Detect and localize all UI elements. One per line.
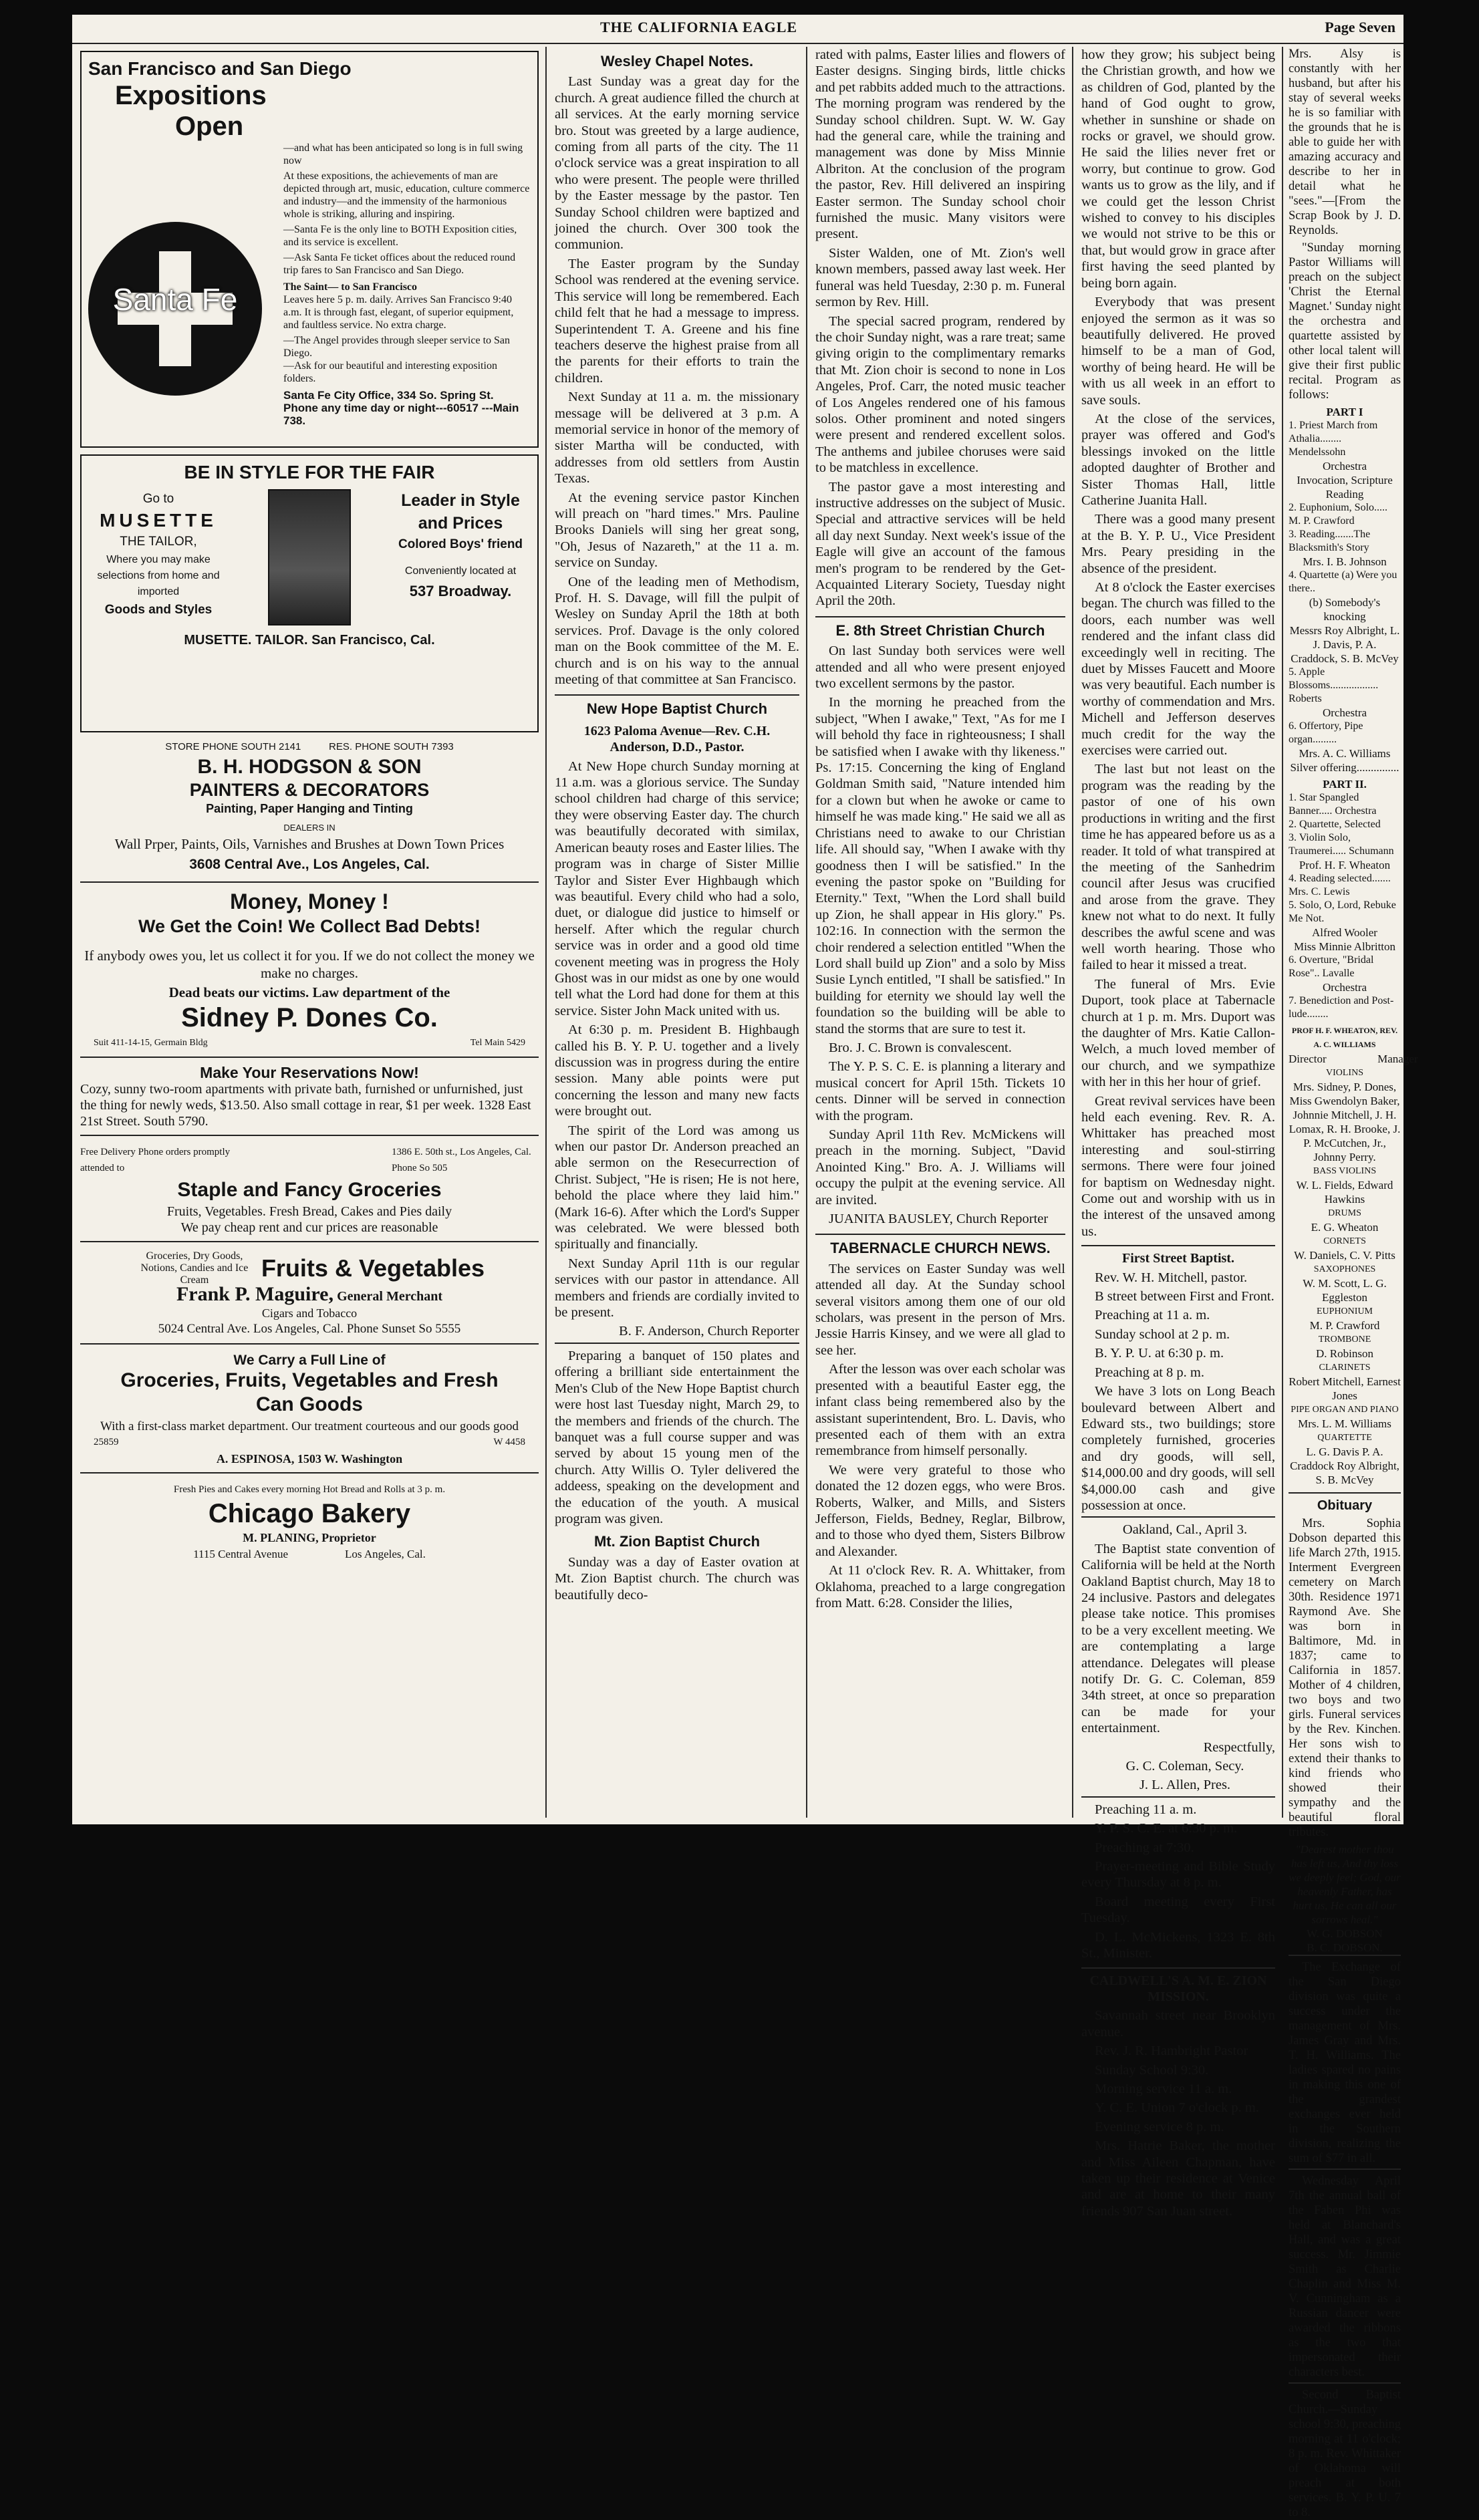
program-part1: PART I bbox=[1326, 406, 1363, 418]
paragraph: Preparing a banquet of 150 plates and offering a brilliant side entertainment the Men's Club of the New Hope Baptist church were host last Tuesday night, March 29, to the members and friends of the church. The banquet was a full course supper and was served by about 15 young men of the church. Atty Willis O. Tyler delivered the addeess, speaking on the development and the education of the youth. A musical program was given. bbox=[555, 1343, 799, 1527]
sax-list: W. M. Scott, L. G. Eggleston bbox=[1303, 1277, 1387, 1304]
paragraph: At New Hope church Sunday morning at 11 a.m. was a glorious service. The Sunday school children had charge of this service; they were observing Easter day. The church was beautifully decorated with similax, American beauty roses and Easter lilies. The program was in charge of Sister Millie Taylor and Sister Ever Highbaugh which was beautiful. Every child who had a solo, duet, or dialogue did justice to himself or herself. After which the regular church service was in order and a good old time covenent meeting was in progress the Holy Ghost was in our midst as one by one would tell what the Lord had done for them at this service. Sister John Mack united with us. bbox=[555, 758, 799, 1018]
dones-body: If anybody owes you, let us collect it for you. If we do not collect the money we make no charges. bbox=[84, 947, 535, 981]
pastor-line: Rev. W. H. Mitchell, pastor. bbox=[1095, 1270, 1248, 1285]
expo-angel: —The Angel provides through sleeper service to San Diego. bbox=[283, 335, 511, 359]
paragraph: On last Sunday both services were well attended and all who were present enjoyed two excellent sermons by the pastor. bbox=[815, 644, 1065, 692]
closing: Respectfully, bbox=[1203, 1739, 1275, 1755]
hodgson-trade: PAINTERS & DECORATORS bbox=[189, 780, 430, 801]
dones-suit: Suit 411-14-15, Germain Bldg bbox=[94, 1038, 208, 1048]
news-column-3 bbox=[810, 47, 1071, 1818]
staple-title: Staple and Fancy Groceries bbox=[177, 1178, 442, 1201]
page-header bbox=[72, 15, 1403, 44]
program-item: 4. Quartette (a) Were you there.. bbox=[1289, 569, 1397, 594]
paragraph: "Sunday morning Pastor Williams will preach on the subject 'Christ the Eternal Magnet.' Sunday night the orchestra and quartette assisted by other local talent will give their first public recital. Program as follows: bbox=[1289, 241, 1401, 402]
schedule-line: Sunday School 9:30. bbox=[1095, 2062, 1209, 2078]
dones-tel: Tel Main 5429 bbox=[470, 1038, 525, 1048]
trombone-list: D. Robinson bbox=[1316, 1347, 1373, 1360]
musette-located: Conveniently located at bbox=[404, 565, 517, 577]
directors: PROF H. F. WHEATON, REV. A. C. WILLIAMS bbox=[1291, 1026, 1398, 1049]
paragraph: The Easter program by the Sunday School was rendered at the evening service. This service will long be remembered. Each child felt that he had a message to impress. Superintendent T. A. Greene and his fine teachers deserve the highest praise from all the parents for their efforts to train the children. bbox=[555, 256, 799, 386]
paragraph: There was a good many present at the B. Y. P. U., Vice President Mrs. Peary presiding in the absence of the president. bbox=[1081, 512, 1275, 576]
musette-footer: MUSETTE. TAILOR. San Francisco, Cal. bbox=[184, 633, 435, 648]
quartette-list: L. G. Davis P. A. Craddock Roy Albright, S. B. McVey bbox=[1290, 1445, 1399, 1486]
column-rule bbox=[1282, 47, 1283, 1818]
section-bass: BASS VIOLINS bbox=[1313, 1166, 1377, 1176]
schedule-line: B. Y. P. U. at 6:30 p. m. bbox=[1095, 1346, 1224, 1361]
schedule-line: Morning service 11 a. m. bbox=[1095, 2081, 1232, 2096]
espinosa-title: Groceries, Fruits, Vegetables and Fresh Can Goods bbox=[120, 1369, 499, 1416]
paragraph: The special sacred program, rendered by the choir Sunday night, was a rare treat; same giving origin to the complimentary remarks that Mt. Zion choir is second to none in Los Angeles, Prof. Carr, the noted music teacher of Los Angeles rendered one of his famous solos. Other prominent and noted singers were present and rendered excellent solos. The anthems and jubilee choruses were said to be matchless in excellence. bbox=[815, 313, 1065, 476]
musette-ad bbox=[80, 454, 539, 732]
maguire-cigars: Cigars and Tobacco bbox=[261, 1306, 358, 1320]
paragraph: Mrs. Hatrie Baker, the mother and Miss Aileen Chapman, have taken up their residence at Venice and are at home to their many friends 907 San Juan street. bbox=[1081, 2138, 1275, 2219]
santa-fe-cross-icon bbox=[88, 222, 262, 396]
program-item: 3. Violin Solo, Traumerei..... Schumann bbox=[1289, 832, 1394, 857]
expositions-ad bbox=[80, 51, 539, 448]
paragraph: Great revival services have been held each evening. Rev. R. A. Whittaker has preached most interesting and soul-stirring sermons. There were four joined for baptism on Wednesday night. Come out and worship with us in the interest of the unsaved among us. bbox=[1081, 1093, 1275, 1239]
section-pipe-organ: PIPE ORGAN AND PIANO bbox=[1291, 1405, 1399, 1415]
paragraph: Sunday was a day of Easter ovation at Mt. Zion Baptist church. The church was beautifully deco- bbox=[555, 1554, 799, 1602]
musette-colored: Colored Boys' friend bbox=[398, 537, 523, 551]
program-item: 1. Priest March from Athalia........ Mendelssohn bbox=[1289, 420, 1378, 458]
schedule-line: Prayer-meeting and Bible Study every Thursday at 8 p. m. bbox=[1081, 1859, 1275, 1891]
news-column-2 bbox=[549, 47, 805, 1818]
headline-mt-zion: Mt. Zion Baptist Church bbox=[593, 1533, 761, 1550]
section-trombone: TROMBONE bbox=[1318, 1335, 1371, 1345]
paragraph: At the evening service pastor Kinchen will preach on "hard times." Mrs. Pauline Brooks Daniels will sing her great song, "Oh, Jesus of Nazareth," at the 11 a. m. service on Sunday. bbox=[555, 490, 799, 571]
paragraph: Bro. J. C. Brown is convalescent. bbox=[829, 1040, 1012, 1055]
maguire-left: Groceries, Dry Goods, Notions, Candies and Ice Cream bbox=[140, 1250, 249, 1286]
hodgson-addr: 3608 Central Ave., Los Angeles, Cal. bbox=[189, 857, 430, 873]
maguire-name: Frank P. Maguire, bbox=[176, 1283, 333, 1306]
newspaper-page bbox=[72, 15, 1418, 2520]
dones-name: Sidney P. Dones Co. bbox=[181, 1003, 438, 1033]
dones-title: Money, Money ! bbox=[230, 889, 389, 914]
program-item: Orchestra bbox=[1322, 706, 1367, 719]
program-item: 5. Apple Blossoms.................. Roberts bbox=[1289, 666, 1379, 704]
maguire-addr: 5024 Central Ave. Los Angeles, Cal. Phone Sunset So 5555 bbox=[158, 1322, 461, 1337]
hodgson-goods: Wall Prper, Paints, Oils, Varnishes and Brushes at Down Town Prices bbox=[114, 836, 505, 853]
signature: G. C. Coleman, Secy. bbox=[1125, 1759, 1244, 1774]
expo-text bbox=[283, 142, 531, 427]
headline-obituary: Obituary bbox=[1289, 1492, 1401, 1514]
paragraph: Last Sunday was a great day for the church. A great audience filled the church at all services. At the early morning service bro. Stout was greeted by a large audience, coming from all parts of the city. The 11 o'clock service was a great inspiration to all who were present. The people were thrilled by the Easter message by the pastor. Ten Sunday School children were baptized and joined the church. Over 300 took the communion. bbox=[555, 74, 799, 253]
schedule-line: Preaching at 7:30. bbox=[1095, 1840, 1194, 1855]
section-violins: VIOLINS bbox=[1326, 1068, 1363, 1078]
bakery-addr: 1115 Central Avenue Los Angeles, Cal. bbox=[193, 1547, 426, 1560]
schedule-line: D. L. McMickens, 1323 E. 8th St., Minister. bbox=[1081, 1929, 1275, 1961]
section-quartette: QUARTETTE bbox=[1317, 1433, 1372, 1443]
paragraph: The Baptist state convention of California will be held at the North Oakland Baptist church, May 18 to 24 inclusive. Pastors and delegates please take notice. This promises to be a very excellent meeting. We are contemplating a large attendance. Delegates will please notify Dr. G. C. Coleman, 859 34th street, at once so preparation can be made for your entertainment. bbox=[1081, 1541, 1275, 1736]
byline: JUANITA BAUSLEY, Church Reporter bbox=[829, 1212, 1049, 1227]
paragraph: The spirit of the Lord was among us when our pastor Dr. Anderson preached an able sermon on the Resecurrection of Christ. Subject, "He is risen; He is not here, behold the place where they laid him." (Mark 16-6). After which the Lord's Supper was celebrated. We were blessed both spiritually and financially. bbox=[555, 1123, 799, 1252]
program-item: 4. Reading selected....... Mrs. C. Lewis bbox=[1289, 873, 1391, 897]
schedule-line: Preaching at 11 a. m. bbox=[1095, 1308, 1210, 1323]
violins-list: Mrs. Sidney, P. Dones, Miss Gwendolyn Baker, Johnnie Mitchell, J. H. Lomax, R. H. Brooke, J. P. McCutchen, Jr., Johnny Perry. bbox=[1289, 1081, 1401, 1163]
masthead: THE CALIFORNIA EAGLE bbox=[600, 19, 798, 35]
bakery-top: Fresh Pies and Cakes every morning Hot Bread and Rolls at 3 p. m. bbox=[173, 1484, 446, 1495]
dones-ad bbox=[80, 881, 539, 1059]
musette-where: Where you may make selections from home and imported bbox=[97, 554, 220, 597]
program-item: Mrs. I. B. Johnson bbox=[1303, 555, 1387, 568]
staple-left: Free Delivery Phone orders promptly attended to bbox=[80, 1146, 231, 1174]
euphonium-list: M. P. Crawford bbox=[1309, 1319, 1380, 1332]
maguire-ad bbox=[80, 1250, 539, 1344]
maguire-merchant: General Merchant bbox=[337, 1289, 443, 1304]
column-rule bbox=[806, 47, 807, 1818]
hodgson-ad bbox=[80, 739, 539, 873]
bakery-name: Chicago Bakery bbox=[208, 1499, 411, 1529]
program-item: (b) Somebody's knocking bbox=[1309, 596, 1381, 623]
dones-law: Dead beats our victims. Law department of the bbox=[168, 984, 450, 1000]
paragraph: rated with palms, Easter lilies and flowers of Easter designs. Singing birds, little chicks and pet rabbits added much to the attractions. The morning program was rendered by the Sunday school children. Supt. W. W. Gay had the general care, while the training and management was done by Miss Minnie Albriton. At the conclusion of the program the pastor, Rev. Hill delivered an inspiring Easter sermon. The Sunday school choir furnished the music. Many visitors were present. bbox=[815, 47, 1065, 242]
ads-column bbox=[75, 47, 544, 1818]
headline-tabernacle: TABERNACLE CHURCH NEWS. bbox=[815, 1234, 1065, 1256]
dones-sub: We Get the Coin! We Collect Bad Debts! bbox=[138, 916, 481, 936]
page-number: Page Seven bbox=[1325, 19, 1395, 35]
paragraph: After the lesson was over each scholar was presented with a beautiful Easter egg, the infant class being remembered also by the assistant superintendent, Bro. L. Davis, who presented each of them with an extra remembrance from himself personally. bbox=[815, 1362, 1065, 1459]
schedule-line: Preaching at 8 p. m. bbox=[1095, 1365, 1204, 1380]
paragraph: At 6:30 p. m. President B. Highbaugh called his B. Y. P. U. together and a lively discussion was in progress during the entire session. Many able points were put concerning the lesson and many new facts were brought out. bbox=[555, 1022, 799, 1119]
paragraph: In the morning he preached from the subject, "When I awake," Text, "As for me I will behold thy face in righteousness; I shall be satisfied when I awake with thy likeness." Ps. 17:15. Concerning the king of England Goldman Smith said, "Nature intended him for a clown but when he awoke or came to himself he was made king." He said we all as Christians need to awake to our Christian life. All should say, "When I awake with thy goodness then I will be satisfied." In the evening the pastor spoke on "Building for Eternity." Text, "When the Lord shall build up Zion, he shall appear in His glory." Ps. 102:16. In connection with the sermon the choir rendered a selection entitled "When the Lord shall build up Zion" and a solo by Miss Susie Lynch entitled, "I shall be satisfied." In building for eternity we should lay well the foundation so the building will be able to stand the storms that are sure to test it. bbox=[815, 695, 1065, 1036]
program-item: Alfred Wooler bbox=[1312, 926, 1377, 939]
program-item: Miss Minnie Albritton bbox=[1293, 940, 1396, 953]
paragraph: Next Sunday April 11th is our regular services with our pastor in attendance. All members and friends are cordially invited to be present. bbox=[555, 1256, 799, 1320]
reservations-body: Cozy, sunny two-room apartments with private bath, furnished or unfurnished, just the thing for newly weds, $13.50. Also small cottage in rear, $1 per week. 1328 East 21st Street. South 5790. bbox=[80, 1081, 531, 1129]
musette-go: Go to bbox=[142, 492, 174, 506]
program-item: Invocation, Scripture Reading bbox=[1297, 474, 1393, 501]
paragraph: At the close of the services, prayer was offered and God's blessings invoked on the little adopted daughter of Brother and Sister Thomas Hall, little Catherine Juanita Hall. bbox=[1081, 411, 1275, 508]
pastor-line: Rev. J. R. Hambright Pastor bbox=[1095, 2044, 1248, 2059]
headline-wesley: Wesley Chapel Notes. bbox=[600, 53, 754, 69]
location-line: Savannah street near Brooklyn avenue. bbox=[1081, 2008, 1275, 2040]
program-item: 7. Benediction and Post-lude........ bbox=[1289, 995, 1394, 1020]
verse: "Dearest mother thou has left us, And thy loss we deeply feel; God, our heavenly Father, has hurt us, He can all our sorrows heal." bbox=[1289, 1843, 1401, 1927]
musette-name: MUSETTE bbox=[100, 510, 217, 531]
schedule-line: Y. C. E. Union 7 o'clock p. m. bbox=[1095, 2100, 1259, 2116]
expo-office: Santa Fe City Office, 334 So. Spring St. Phone any time day or night---60517 ---Main 738. bbox=[283, 389, 519, 427]
paragraph: The last but not least on the program was the reading by the pastor of one of his own productions in writing and the first time he has appeared before us as a reader. It told of what transpired at the meeting of the Sanhedrim council after Jesus was crucified and arose from the grave. They knew not what to do next. It fully describes the awful scene and was well worth hearing. Those who failed to hear it missed a treat. bbox=[1081, 762, 1275, 973]
location-line: B street between First and Front. bbox=[1095, 1289, 1274, 1304]
headline-new-hope: New Hope Baptist Church bbox=[555, 694, 799, 717]
schedule-line: Preaching 11 a. m. bbox=[1081, 1796, 1275, 1818]
expo-saint-body: Leaves here 5 p. m. daily. Arrives San Francisco 9:40 a.m. It is through fast, elegant, of superior equipment, and faultless service. No extra charge. bbox=[283, 294, 514, 331]
headline-e8th: E. 8th Street Christian Church bbox=[815, 616, 1065, 639]
expo-ask-fares: —Ask Santa Fe ticket offices about the reduced round trip fares to San Francisco and San Diego. bbox=[283, 252, 516, 276]
program-item: 2. Euphonium, Solo..... M. P. Crawford bbox=[1289, 502, 1388, 527]
program-item: Messrs Roy Albright, L. J. Davis, P. A. Craddock, S. B. McVey bbox=[1289, 624, 1400, 665]
schedule-line: Board meeting every First Tuesday. bbox=[1081, 1894, 1275, 1926]
expo-line2: Expositions bbox=[115, 81, 267, 110]
staple-line2: We pay cheap rent and cur prices are reasonable bbox=[180, 1220, 438, 1236]
schedule-line: Sunday school at 2 p. m. bbox=[1095, 1326, 1230, 1342]
program-part2: PART II. bbox=[1323, 778, 1367, 791]
expo-only-line: —Santa Fe is the only line to BOTH Exposition cities, and its service is excellent. bbox=[283, 224, 517, 248]
espinosa-top: We Carry a Full Line of bbox=[233, 1352, 386, 1368]
program-item: 6. Overture, "Bridal Rose".. Lavalle bbox=[1289, 954, 1374, 979]
clarinets-list: Robert Mitchell, Earnest Jones bbox=[1289, 1375, 1401, 1402]
news-column-4 bbox=[1076, 47, 1281, 2219]
paragraph: The Y. P. S. C. E. is planning a literary and musical concert for April 15th. Tickets 10 cents. Dinner will be served in connection with the program. bbox=[815, 1059, 1065, 1123]
expo-body bbox=[88, 142, 531, 427]
paragraph: The funeral of Mrs. Evie Duport, took place at Tabernacle church at 1 p. m. Mrs. Duport was the daughter of Mrs. Katie Callon-Welch, a much loved member of our church, and we sympathize with her in this her hour of grief. bbox=[1081, 976, 1275, 1090]
paragraph: Mrs. Sophia Dobson departed this life March 27th, 1915. Interment Evergreen cemetery on March 30th. Residence 1971 Raymond Ave. She was born in Baltimore, Md. in 1837; came to California in 1857. Mother of 4 children, two boys and two girls. Funeral services by the Rev. Kinchen. Her sons wish to extend their thanks to kind friends who showed their sympathy and the beautiful floral tributes. bbox=[1289, 1517, 1401, 1840]
logo-text: Santa Fe bbox=[112, 282, 238, 317]
program-item: Prof. H. F. Wheaton bbox=[1299, 859, 1391, 871]
expo-line1: San Francisco and San Diego bbox=[88, 58, 352, 79]
expo-anticipated: —and what has been anticipated so long is in full swing now bbox=[283, 142, 523, 166]
signature: W. G. DOBSON bbox=[1307, 1927, 1383, 1941]
schedule-line: Y. P. S. C. E. at 6:30 p. m. bbox=[1095, 1821, 1238, 1836]
paragraph: At 11 o'clock Rev. R. A. Whittaker, from Oklahoma, preached to a large congregation from Matt. 6:28. Consider the lilies, bbox=[815, 1563, 1065, 1611]
section-clarinets: CLARINETS bbox=[1319, 1363, 1371, 1373]
espinosa-phone-left: 25859 bbox=[94, 1437, 119, 1448]
musette-addr: 537 Broadway. bbox=[409, 583, 512, 599]
section-cornets: CORNETS bbox=[1323, 1236, 1366, 1246]
hodgson-dealers: DEALERS IN bbox=[283, 822, 335, 833]
directors-roles: Director Manager bbox=[1289, 1053, 1418, 1065]
paragraph: One of the leading men of Methodism, Prof. H. S. Davage, will fill the pulpit of Wesley on Sunday April the 18th at both services. Prof. Davage is the only colored man on the Book committee of the M. E. church and is on his way to the annual meeting of that committee at San Francisco. bbox=[555, 574, 799, 688]
paragraph: Sunday April 11th Rev. McMickens will preach in the morning. Subject, "David Anointed King." Bro. A. J. Williams will occupy the pulpit at the evening service. All are invited. bbox=[815, 1127, 1065, 1208]
signature: B. C. DOBSON. bbox=[1307, 1941, 1383, 1955]
bass-list: W. L. Fields, Edward Hawkins bbox=[1296, 1179, 1393, 1206]
reservations-ad bbox=[80, 1065, 539, 1135]
program-item: Orchestra bbox=[1322, 981, 1367, 994]
cornets-list: W. Daniels, C. V. Pitts bbox=[1294, 1249, 1395, 1262]
paragraph: Everybody that was present enjoyed the sermon as it was so beautifully delivered. He proved himself to be a man of God, worthy of being heard. He will be with us all week in an effort to save souls. bbox=[1081, 295, 1275, 408]
espinosa-body: With a first-class market department. Our treatment courteous and our goods good bbox=[100, 1419, 519, 1434]
byline: B. F. Anderson, Church Reporter bbox=[619, 1324, 799, 1339]
subhead-new-hope: 1623 Paloma Avenue—Rev. C.H. Anderson, D.D., Pastor. bbox=[583, 723, 771, 755]
paragraph: The services on Easter Sunday was well attended all day. At the Sunday school several visitors among them one of our old scholars, was present in the person of Mrs. Jessie Harris Kinsey, and we were all glad to see her. bbox=[815, 1261, 1065, 1358]
paragraph: how they grow; his subject being the Christian growth, and how we as children of God, planted by the hand of God ought to grow, whether in sunshine or shade on rocks or gravel, we should grow. He said the lilies never fret or worry, but continue to grow. God wants us to grow as the lily, and if we could get the lesson Christ wished to convey to his disciples we would not strive to be this or that, but would grow in grace after first having the seed planted by being born again. bbox=[1081, 47, 1275, 291]
section-euphonium: EUPHONIUM bbox=[1317, 1306, 1373, 1316]
signature: J. L. Allen, Pres. bbox=[1139, 1778, 1231, 1793]
program-item: 5. Solo, O, Lord, Rebuke Me Not. bbox=[1289, 899, 1396, 924]
tailor-portrait bbox=[268, 489, 351, 625]
paragraph: Sister Walden, one of Mt. Zion's well known members, passed away last week. Her funeral was held Tuesday, 2:30 p. m. Funeral sermon by Rev. Hill. bbox=[815, 245, 1065, 310]
pipe-organ-list: Mrs. L. M. Williams bbox=[1298, 1417, 1391, 1430]
musette-goods: Goods and Styles bbox=[104, 603, 213, 617]
maguire-title: Fruits & Vegetables bbox=[261, 1254, 485, 1282]
program-item: Orchestra bbox=[1322, 460, 1367, 472]
paragraph: Mrs. Alsy is constantly with her husband, but after his stay of several weeks he is so familiar with the grounds that he is able to guide her with amazing accuracy and describe to her in detail what he "sees."—[From the Scrap Book by J. D. Reynolds. bbox=[1289, 47, 1401, 237]
news-column-5 bbox=[1286, 47, 1418, 2520]
expo-saint: The Saint— to San Francisco bbox=[283, 281, 418, 293]
paragraph: Next Sunday at 11 a. m. the missionary message will be delivered at 3 p.m. A memorial service in honor of the memory of sister Martha will be conducted, with addresses from old settlers from Austin Texas. bbox=[555, 390, 799, 486]
espinosa-phone-right: W 4458 bbox=[493, 1437, 525, 1448]
staple-ad bbox=[80, 1144, 539, 1243]
section-sax: SAXOPHONES bbox=[1313, 1264, 1376, 1274]
hodgson-sub: Painting, Paper Hanging and Tinting bbox=[206, 802, 413, 816]
program-item: 6. Offertory, Pipe organ......... bbox=[1289, 720, 1363, 745]
program-item: 2. Quartette, Selected bbox=[1289, 819, 1381, 830]
paragraph: Wednesday April 7th the annual ball of the Faben Phi was held at Blanchard's Hall, and was a great success. Mr. Jimmie Smith as Charlie Chaplin and Miss M. V. Cunningham as a Russian dancer were awarded the ribbons as the two that impersonated their characters best. bbox=[1289, 2168, 1401, 2380]
expo-achievements: At these expositions, the achievements of man are depicted through art, music, education, culture commerce and industry—and the immensity of the harmonious whole is striking, alluring and inspiring. bbox=[283, 170, 530, 220]
paragraph: We were very grateful to those who donated the 12 dozen eggs, who were Bros. Roberts, Walker, and Mills, and Sisters Jefferson, Fields, Bedney, Reglar, Bilbrow, and to those who dyed them, Sisters Bilbrow and Alexander. bbox=[815, 1462, 1065, 1559]
paragraph: We have 3 lots on Long Beach boulevard between Albert and Edward sts., two buildings; store completely furnished, groceries and dry goods, will sell, $14,000.00 and dry goods, will sell $4,000.00 cash and give possession at once. bbox=[1081, 1384, 1275, 1513]
drums-list: E. G. Wheaton bbox=[1311, 1221, 1379, 1234]
program-item: Mrs. A. C. Williams bbox=[1299, 747, 1391, 760]
hodgson-phones: STORE PHONE SOUTH 2141 RES. PHONE SOUTH 7393 bbox=[165, 741, 454, 752]
program-item: 3. Reading.......The Blacksmith's Story bbox=[1289, 529, 1371, 553]
musette-title: BE IN STYLE FOR THE FAIR bbox=[184, 462, 435, 482]
paragraph: The pastor gave a most interesting and instructive addresses on the subject of Music. Special and attractive services will be held all day next Sunday. Next week's issue of the Eagle will give an account of the famous men's program to be rendered by the Get-Acquainted Literary Society, Tuesday night April the 20th. bbox=[815, 479, 1065, 609]
bakery-prop: M. PLANING, Proprietor bbox=[243, 1531, 376, 1545]
dateline: Oakland, Cal., April 3. bbox=[1081, 1516, 1275, 1538]
bakery-ad bbox=[80, 1482, 539, 1562]
staple-right: 1386 E. 50th st., Los Angeles, Cal. Phone So 505 bbox=[392, 1146, 531, 1174]
program-list-2 bbox=[1289, 791, 1401, 1021]
espinosa-ad bbox=[80, 1353, 539, 1474]
hodgson-name: B. H. HODGSON & SON bbox=[197, 756, 422, 779]
program-item: Silver offering............... bbox=[1290, 761, 1399, 774]
paragraph: The Exchange of the San Diego division was quite a success under the management of Mrs. James Gray and Mrs. T. H. Williams. The ladies spared no pains in making this one of the grandest exchanges ever held in the Southern division, realizing the sum of $77 in all. bbox=[1289, 1955, 1401, 2166]
reservations-title: Make Your Reservations Now! bbox=[200, 1064, 419, 1082]
program-item: 1. Star Spangled Banner..... Orchestra bbox=[1289, 792, 1377, 817]
musette-leader: Leader in Style and Prices bbox=[401, 491, 520, 533]
schedule-line: Evening service 8 p. m. bbox=[1095, 2119, 1224, 2134]
musette-tailor: THE TAILOR, bbox=[120, 535, 197, 549]
expo-line3: Open bbox=[175, 112, 244, 141]
santa-fe-logo bbox=[88, 142, 275, 427]
program-list-1 bbox=[1289, 419, 1401, 775]
staple-line1: Fruits, Vegetables. Fresh Bread, Cakes and Pies daily bbox=[166, 1204, 452, 1219]
headline-caldwell: CALDWELL'S A. M. E. ZION MISSION. bbox=[1081, 1967, 1275, 2005]
column-rule bbox=[1072, 47, 1073, 1818]
column-rule bbox=[545, 47, 547, 1818]
headline-first-street: First Street Baptist. bbox=[1081, 1245, 1275, 1266]
section-drums: DRUMS bbox=[1328, 1208, 1361, 1218]
expo-folders: —Ask for our beautiful and interesting exposition folders. bbox=[283, 360, 497, 384]
paragraph: Second Baptist Church.—Sunday school 9:30, preaching morning at 11 o'clock; 8 p. m. Rev. Whittaker of Oklahoma will preach at both services. B. Y. P. U. 7 to 8. bbox=[1289, 2382, 1401, 2520]
espinosa-name: A. ESPINOSA, 1503 W. Washington bbox=[216, 1451, 403, 1465]
paragraph: At 8 o'clock the Easter exercises began. The church was filled to the doors, each number was well rendered and the infant class did exceedingly well in reciting. The duet by Misses Faucett and Moore was very beautiful. Each number is worthy of commendation and Mrs. Michell and Jefferson deserves much credit for the way the exercises were carried out. bbox=[1081, 580, 1275, 758]
